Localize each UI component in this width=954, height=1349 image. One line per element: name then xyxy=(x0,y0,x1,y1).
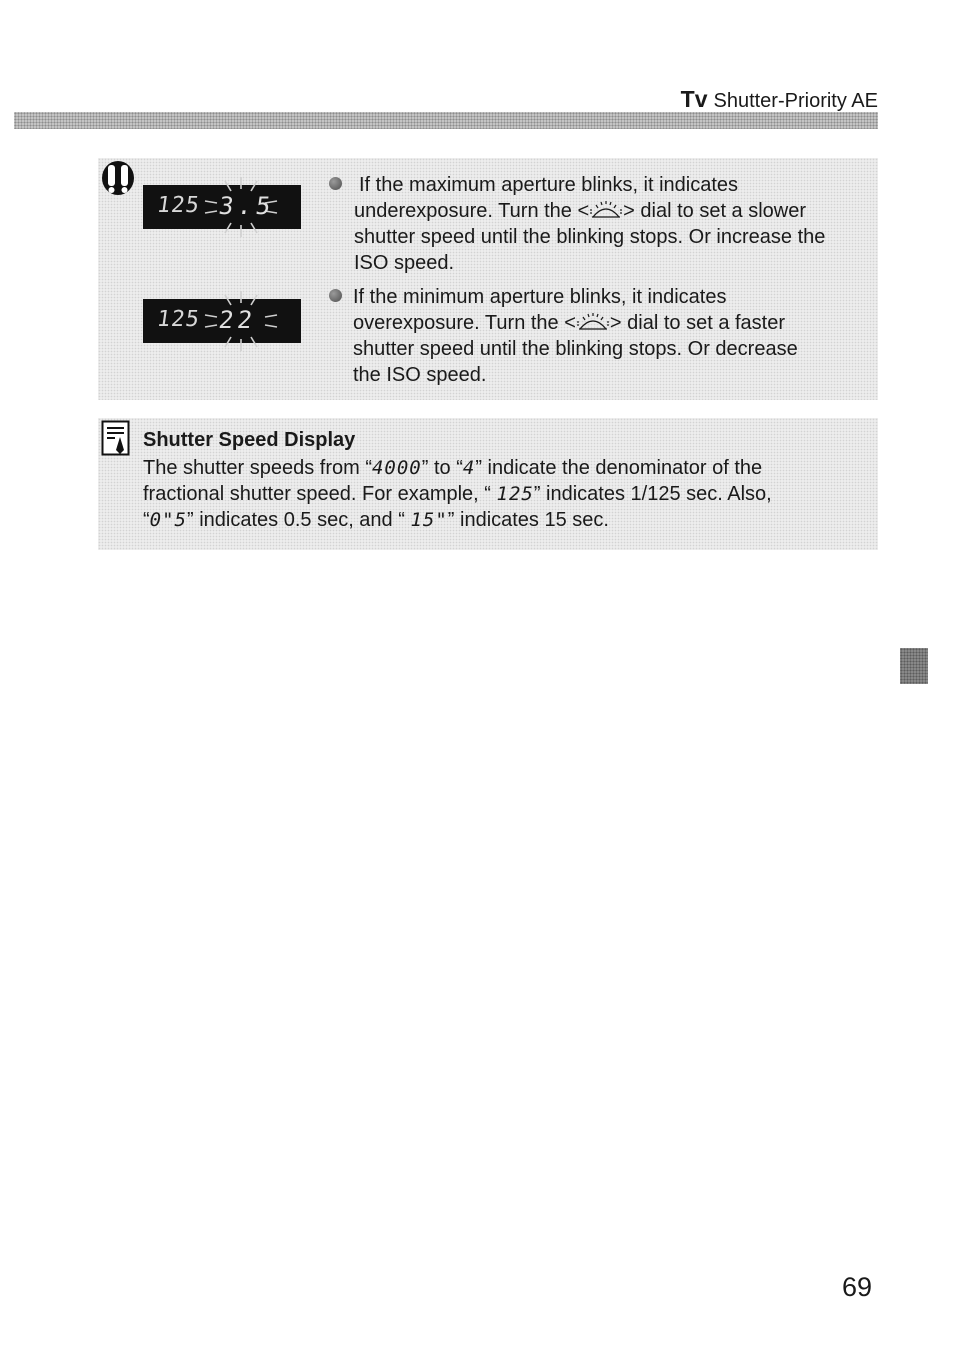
bullet-icon xyxy=(329,289,342,302)
note-icon xyxy=(101,420,131,456)
note-title: Shutter Speed Display xyxy=(143,429,356,451)
page-number: 69 xyxy=(841,1272,872,1302)
lcd-text-4000: 4000 xyxy=(371,457,422,479)
lcd-display-overexposure xyxy=(143,299,301,343)
lcd-display-underexposure xyxy=(143,185,301,229)
main-dial-icon xyxy=(576,311,610,331)
header-title: Shutter-Priority AE xyxy=(713,90,878,112)
lcd-aperture: 22 xyxy=(217,306,258,334)
page-header xyxy=(0,86,878,113)
header-bar xyxy=(14,112,878,129)
caution-item-underexposure: If the maximum aperture blinks, it indicates underexposure. Turn the < > dial to set a slower shutter speed until the blinking stops. Or increase the ISO speed. xyxy=(354,174,826,274)
lcd-text-0-5: 0"5 xyxy=(149,509,187,531)
lcd-shutter-speed: 125 xyxy=(155,193,202,218)
lcd-text-4: 4 xyxy=(462,457,476,479)
lcd-text-125: 125 xyxy=(496,483,534,505)
lcd-shutter-speed: 125 xyxy=(155,307,202,332)
lcd-aperture: 3.5 xyxy=(217,192,277,220)
chapter-tab xyxy=(900,648,928,684)
caution-item-overexposure: If the minimum aperture blinks, it indicates overexposure. Turn the < > dial to set a faster shutter speed until the blinking stops. Or decrease the ISO speed. xyxy=(353,286,798,386)
note-body: The shutter speeds from “4000” to “4” indicate the denominator of the fractional shutter speed. For example, “ 125” indicates 1/125 sec. Also, “0"5” indicates 0.5 sec, and “ 15"” indicates 15 sec. xyxy=(143,457,772,531)
caution-icon xyxy=(100,160,136,196)
tv-mode-label: Tv xyxy=(680,86,708,112)
main-dial-icon xyxy=(589,199,623,219)
bullet-icon xyxy=(329,177,342,190)
lcd-text-15: 15" xyxy=(410,509,448,531)
